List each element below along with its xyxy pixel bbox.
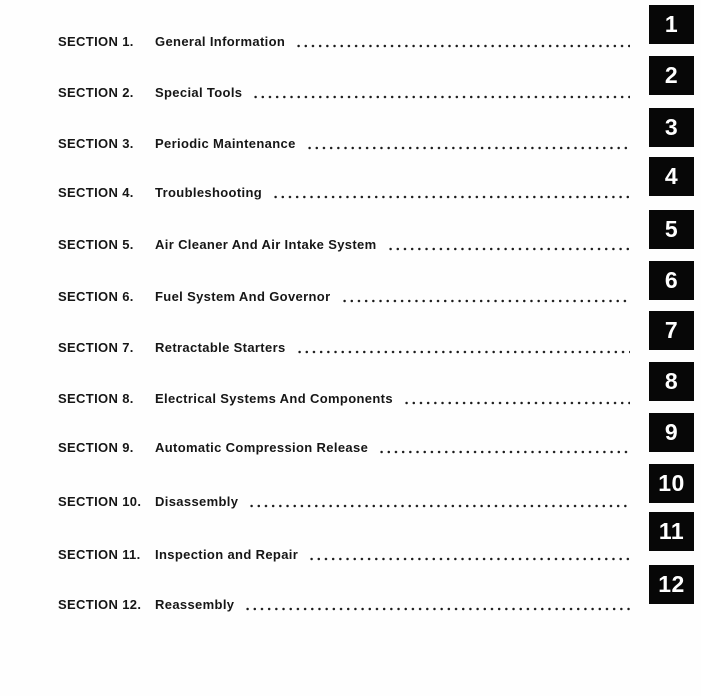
- toc-row: [58, 339, 630, 357]
- toc-row: [58, 236, 630, 254]
- dot-leader: [248, 504, 630, 508]
- toc-row: [58, 439, 630, 457]
- section-label: SECTION 4.: [58, 185, 134, 200]
- dot-leader: [296, 350, 630, 354]
- dot-leader: [378, 450, 630, 454]
- toc-row: [58, 546, 630, 564]
- dot-leader: [306, 146, 630, 150]
- tab-number: 6: [664, 267, 679, 293]
- tab-number: 2: [664, 62, 679, 88]
- tab-number: 5: [664, 216, 679, 242]
- thumb-tab-11: [649, 512, 694, 551]
- thumb-tab-4: [649, 157, 694, 196]
- dot-leader: [387, 247, 630, 251]
- section-label: SECTION 10.: [58, 494, 142, 509]
- thumb-tab-2: [649, 56, 694, 95]
- thumb-tab-7: [649, 311, 694, 350]
- section-label: SECTION 9.: [58, 440, 134, 455]
- thumb-tab-10: [649, 464, 694, 503]
- toc-row: [58, 390, 630, 408]
- dot-leader: [252, 95, 630, 99]
- toc-row: [58, 33, 630, 51]
- tab-number: 12: [658, 571, 685, 597]
- section-title: Inspection and Repair: [155, 547, 299, 562]
- section-title: Electrical Systems And Components: [155, 391, 393, 406]
- tab-number: 1: [664, 11, 679, 37]
- section-label: SECTION 3.: [58, 136, 134, 151]
- section-label: SECTION 7.: [58, 340, 134, 355]
- tab-number: 8: [664, 368, 679, 394]
- section-label: SECTION 6.: [58, 289, 134, 304]
- toc-row: [58, 596, 630, 614]
- tab-number: 4: [664, 163, 679, 189]
- tab-number: 3: [664, 114, 679, 140]
- section-title: Retractable Starters: [155, 340, 286, 355]
- section-label: SECTION 2.: [58, 85, 134, 100]
- dot-leader: [308, 557, 630, 561]
- tab-number: 10: [658, 470, 685, 496]
- dot-leader: [295, 44, 630, 48]
- toc-row: [58, 135, 630, 153]
- dot-leader: [272, 195, 630, 199]
- thumb-tab-8: [649, 362, 694, 401]
- thumb-tab-5: [649, 210, 694, 249]
- section-title: Periodic Maintenance: [155, 136, 296, 151]
- section-label: SECTION 5.: [58, 237, 134, 252]
- section-label: SECTION 1.: [58, 34, 134, 49]
- dot-leader: [403, 401, 630, 405]
- toc-row: [58, 84, 630, 102]
- thumb-tab-6: [649, 261, 694, 300]
- section-title: Automatic Compression Release: [155, 440, 369, 455]
- thumb-tab-1: [649, 5, 694, 44]
- section-label: SECTION 11.: [58, 547, 141, 562]
- thumb-tab-12: [649, 565, 694, 604]
- tab-number: 11: [658, 518, 685, 544]
- section-label: SECTION 8.: [58, 391, 134, 406]
- section-title: Disassembly: [155, 494, 239, 509]
- tab-number: 7: [664, 317, 679, 343]
- tab-number: 9: [664, 419, 679, 445]
- section-title: Troubleshooting: [155, 185, 263, 200]
- section-title: Reassembly: [155, 597, 235, 612]
- toc-row: [58, 493, 630, 511]
- section-title: General Information: [155, 34, 286, 49]
- section-label: SECTION 12.: [58, 597, 142, 612]
- thumb-tab-3: [649, 108, 694, 147]
- toc-row: [58, 288, 630, 306]
- dot-leader: [341, 299, 630, 303]
- thumb-tab-9: [649, 413, 694, 452]
- section-title: Fuel System And Governor: [155, 289, 331, 304]
- dot-leader: [244, 607, 630, 611]
- section-title: Special Tools: [155, 85, 243, 100]
- section-title: Air Cleaner And Air Intake System: [155, 237, 377, 252]
- toc-row: [58, 184, 630, 202]
